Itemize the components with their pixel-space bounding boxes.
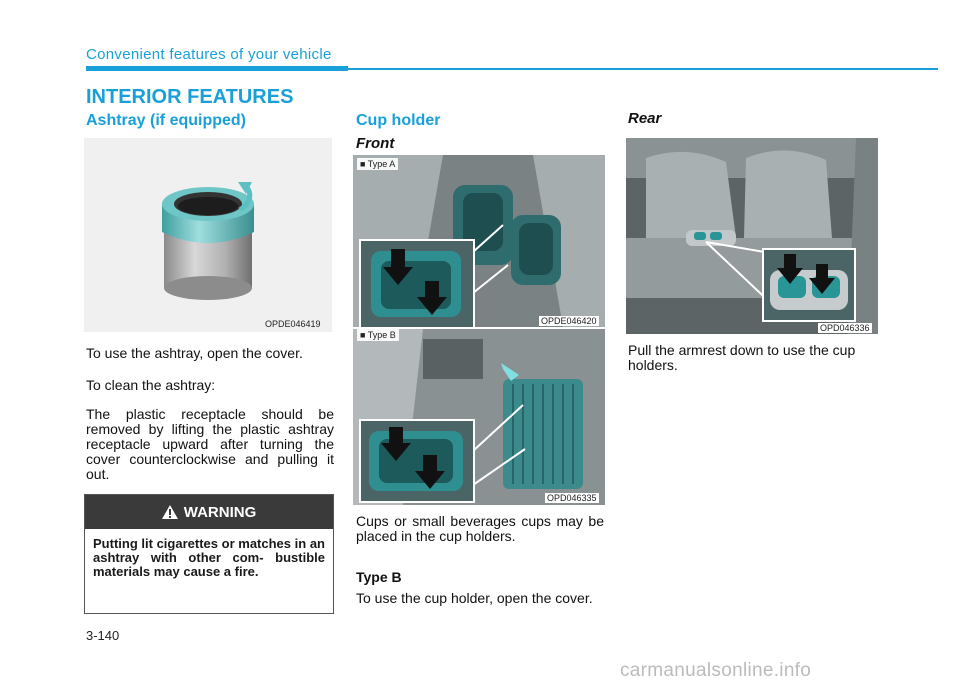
header-rule [348, 68, 938, 70]
cupholder-front-heading: Front [356, 135, 395, 152]
rear-inset [762, 248, 856, 322]
ashtray-clean-heading: To clean the ashtray: [86, 377, 216, 393]
type-b-figure-code: OPD046335 [547, 493, 597, 503]
cupholder-text: Cups or small beverages cups may be placed in the cup holders. [356, 513, 604, 544]
header-bar [86, 66, 348, 71]
cupholder-type-b-figure [353, 329, 605, 505]
page-number: 3-140 [86, 628, 120, 643]
type-b-inset [359, 419, 475, 503]
type-b-inset-illustration [361, 421, 473, 501]
rear-inset-illustration [764, 250, 854, 320]
type-a-figure-code: OPDE046420 [541, 316, 597, 326]
section-title: INTERIOR FEATURES [86, 86, 294, 108]
ashtray-open-text: To use the ashtray, open the cover. [86, 345, 303, 361]
ashtray-heading: Ashtray (if equipped) [86, 112, 247, 129]
rear-text: Pull the armrest down to use the cup holders. [628, 342, 856, 373]
ashtray-illustration [84, 138, 332, 332]
warning-box [84, 494, 334, 614]
warning-header [85, 495, 333, 529]
cupholder-heading: Cup holder [356, 112, 441, 129]
ashtray-clean-text: The plastic receptacle should be removed by lifting the plastic ashtray receptacle upward after turning the cover counterclockwise and pulling it out. [86, 406, 334, 482]
ashtray-figure [84, 138, 332, 332]
chapter-header: Convenient features of your vehicle [86, 46, 332, 63]
type-a-inset [359, 239, 475, 329]
rear-figure-code: OPD046336 [820, 323, 870, 333]
rear-figure [626, 138, 878, 334]
watermark: carmanualsonline.info [620, 660, 812, 681]
type-b-heading: Type B [356, 569, 402, 585]
warning-triangle-icon [162, 505, 178, 519]
warning-text: Putting lit cigarettes or matches in an ashtray with other com- bustible materials may cause a fire. [93, 536, 325, 579]
type-b-label: ■ Type B [357, 329, 399, 341]
type-b-text: To use the cup holder, open the cover. [356, 590, 593, 606]
ashtray-figure-code: OPDE046419 [265, 319, 321, 329]
type-a-inset-illustration [361, 241, 473, 327]
warning-label: WARNING [183, 503, 257, 521]
type-a-label: ■ Type A [357, 158, 398, 170]
cupholder-type-a-figure [353, 155, 605, 327]
rear-heading: Rear [628, 110, 662, 127]
